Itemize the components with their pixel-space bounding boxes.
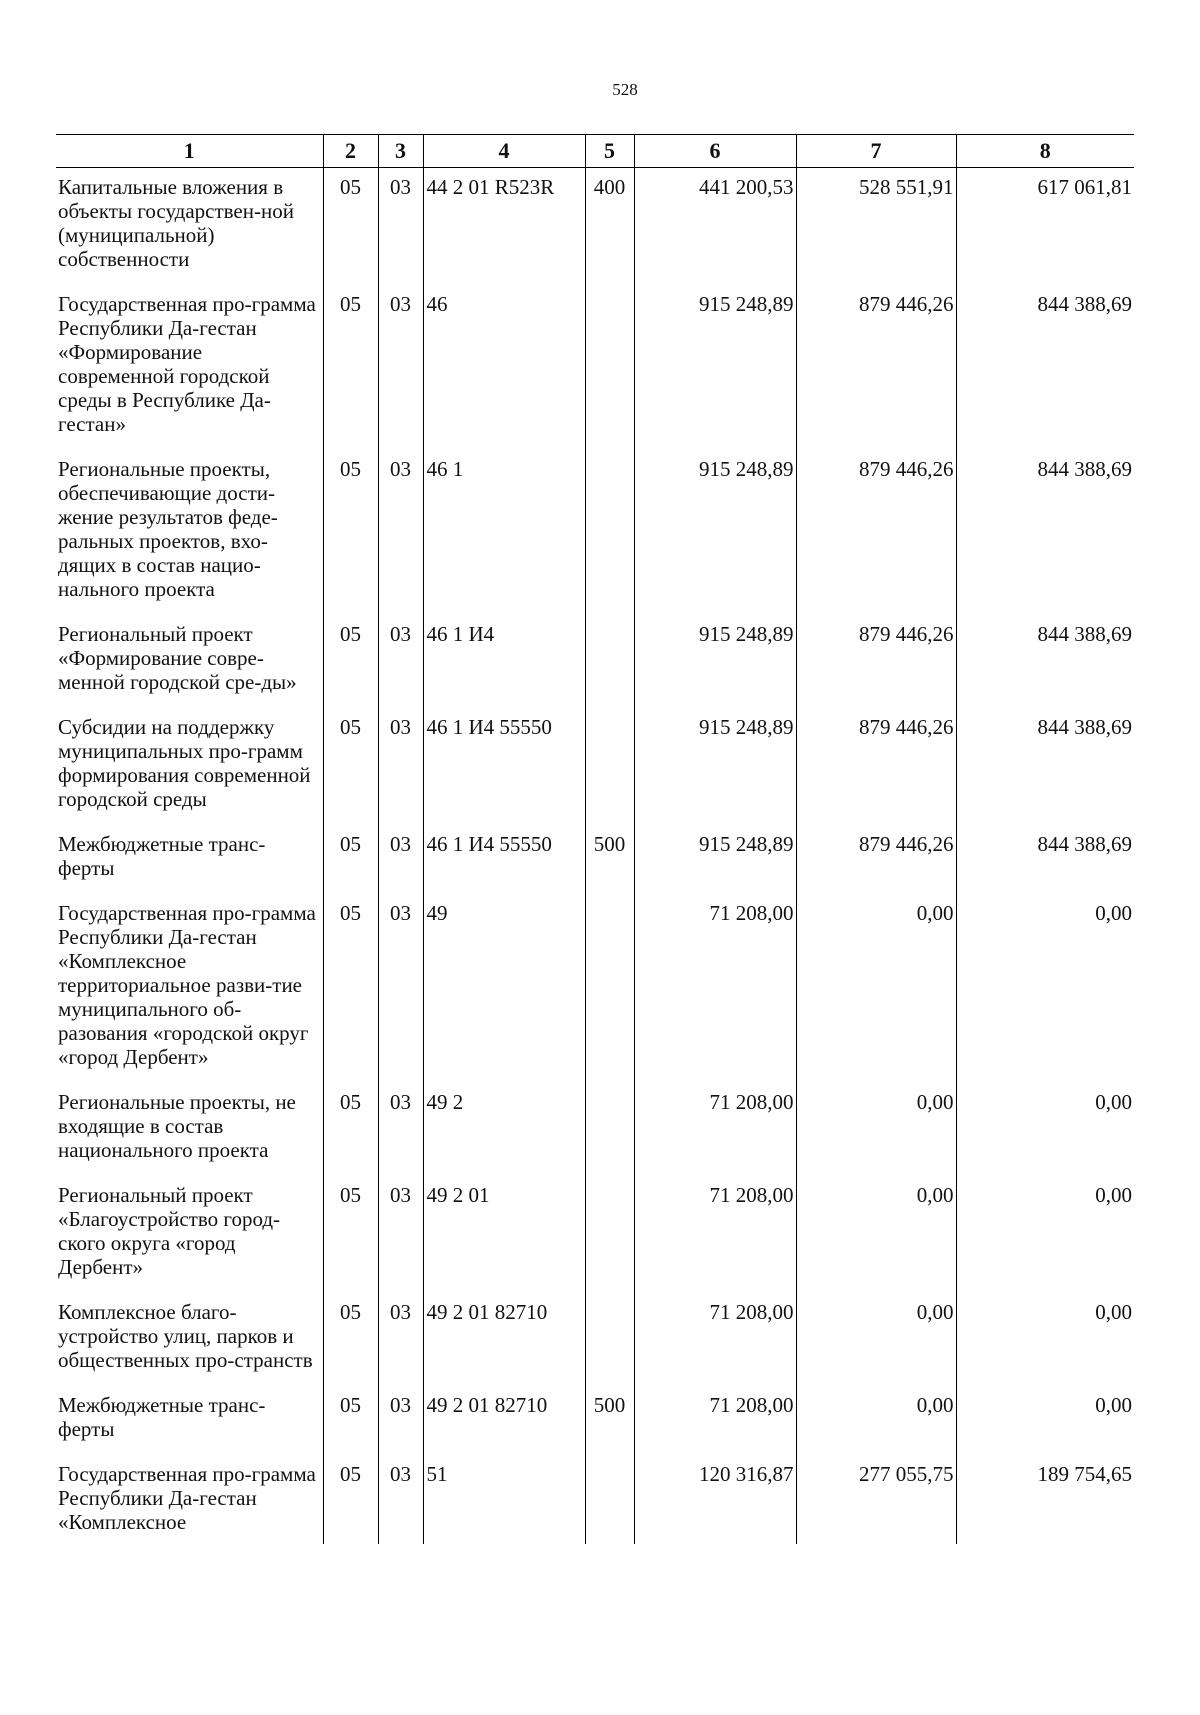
table-row [56, 825, 1134, 894]
row-amount-col6: 915 248,89 [634, 708, 796, 825]
column-header-5: 5 [585, 135, 634, 168]
row-name: Государственная про-грамма Республики Да-гестан «Комплексное [58, 1462, 316, 1534]
row-target-article: 49 2 [423, 1083, 585, 1176]
table-row [56, 615, 1134, 708]
row-amount-col8: 617 061,81 [956, 168, 1134, 286]
row-amount-col8: 844 388,69 [956, 708, 1134, 825]
row-section-code: 05 [323, 1455, 378, 1544]
row-target-article: 49 2 01 82710 [423, 1293, 585, 1386]
row-amount-col7: 879 446,26 [796, 615, 956, 708]
row-target-article: 46 1 И4 55550 [423, 708, 585, 825]
row-amount-col8: 844 388,69 [956, 615, 1134, 708]
column-header-7: 7 [796, 135, 956, 168]
table-row [56, 1293, 1134, 1386]
row-section-code: 05 [323, 708, 378, 825]
row-section-code: 05 [323, 285, 378, 450]
column-header-2: 2 [323, 135, 378, 168]
row-subsection-code: 03 [378, 285, 423, 450]
row-expense-type [585, 1176, 634, 1293]
row-subsection-code: 03 [378, 1083, 423, 1176]
row-section-code: 05 [323, 894, 378, 1083]
row-amount-col6: 915 248,89 [634, 450, 796, 615]
row-section-code: 05 [323, 168, 378, 286]
row-amount-col6: 71 208,00 [634, 1386, 796, 1455]
row-target-article: 49 2 01 82710 [423, 1386, 585, 1455]
row-amount-col7: 879 446,26 [796, 285, 956, 450]
row-expense-type: 400 [585, 168, 634, 286]
row-subsection-code: 03 [378, 894, 423, 1083]
row-expense-type: 500 [585, 1386, 634, 1455]
column-header-1: 1 [56, 135, 323, 168]
row-expense-type [585, 285, 634, 450]
row-target-article: 46 1 [423, 450, 585, 615]
row-name: Региональные проекты, обеспечивающие дости-жение результатов феде-ральных проектов, вхо-дящих в состав нацио-нального проекта [58, 457, 278, 601]
row-target-article: 49 2 01 [423, 1176, 585, 1293]
page-number: 528 [612, 80, 638, 99]
row-name: Капитальные вложения в объекты государствен-ной (муниципальной) собственности [58, 175, 294, 271]
table-header-row [56, 135, 1134, 168]
row-amount-col8: 0,00 [956, 894, 1134, 1083]
row-expense-type [585, 450, 634, 615]
table-row [56, 1176, 1134, 1293]
table-row [56, 1083, 1134, 1176]
row-amount-col7: 0,00 [796, 1083, 956, 1176]
row-section-code: 05 [323, 450, 378, 615]
row-target-article: 49 [423, 894, 585, 1083]
row-subsection-code: 03 [378, 825, 423, 894]
row-amount-col8: 844 388,69 [956, 450, 1134, 615]
row-expense-type [585, 1455, 634, 1544]
column-header-4: 4 [423, 135, 585, 168]
row-subsection-code: 03 [378, 1293, 423, 1386]
row-expense-type [585, 708, 634, 825]
column-header-8: 8 [956, 135, 1134, 168]
row-subsection-code: 03 [378, 168, 423, 286]
row-section-code: 05 [323, 825, 378, 894]
row-amount-col7: 879 446,26 [796, 450, 956, 615]
row-amount-col6: 915 248,89 [634, 615, 796, 708]
row-amount-col6: 915 248,89 [634, 285, 796, 450]
row-target-article: 46 [423, 285, 585, 450]
row-subsection-code: 03 [378, 708, 423, 825]
row-expense-type [585, 894, 634, 1083]
row-amount-col8: 0,00 [956, 1293, 1134, 1386]
row-amount-col7: 879 446,26 [796, 708, 956, 825]
row-amount-col6: 71 208,00 [634, 1083, 796, 1176]
row-target-article: 46 1 И4 [423, 615, 585, 708]
row-target-article: 51 [423, 1455, 585, 1544]
row-name: Государственная про-грамма Республики Да-гестан «Комплексное территориальное разви-тие муниципального об-разования «городской округ «город Дербент» [58, 901, 316, 1069]
row-amount-col6: 71 208,00 [634, 1176, 796, 1293]
row-amount-col7: 528 551,91 [796, 168, 956, 286]
table-row [56, 708, 1134, 825]
row-amount-col6: 915 248,89 [634, 825, 796, 894]
row-name: Комплексное благо-устройство улиц, парков и общественных про-странств [58, 1300, 313, 1372]
row-amount-col7: 277 055,75 [796, 1455, 956, 1544]
row-name: Государственная про-грамма Республики Да-гестан «Формирование современной городской среды в Республике Да-гестан» [58, 292, 316, 436]
row-amount-col6: 120 316,87 [634, 1455, 796, 1544]
row-amount-col8: 0,00 [956, 1083, 1134, 1176]
row-subsection-code: 03 [378, 450, 423, 615]
row-amount-col7: 0,00 [796, 894, 956, 1083]
row-section-code: 05 [323, 1293, 378, 1386]
row-name: Региональный проект «Благоустройство город-ского округа «город Дербент» [58, 1183, 281, 1279]
row-amount-col8: 844 388,69 [956, 285, 1134, 450]
row-subsection-code: 03 [378, 1386, 423, 1455]
row-subsection-code: 03 [378, 615, 423, 708]
row-amount-col7: 0,00 [796, 1386, 956, 1455]
row-section-code: 05 [323, 1386, 378, 1455]
row-subsection-code: 03 [378, 1455, 423, 1544]
table-row [56, 450, 1134, 615]
row-subsection-code: 03 [378, 1176, 423, 1293]
table-row [56, 1455, 1134, 1544]
row-name: Субсидии на поддержку муниципальных про-грамм формирования современной городской среды [58, 715, 311, 811]
row-amount-col6: 441 200,53 [634, 168, 796, 286]
table-row [56, 1386, 1134, 1455]
column-header-3: 3 [378, 135, 423, 168]
row-section-code: 05 [323, 615, 378, 708]
row-amount-col6: 71 208,00 [634, 894, 796, 1083]
row-expense-type: 500 [585, 825, 634, 894]
row-name: Региональный проект «Формирование совре-менной городской сре-ды» [58, 622, 297, 694]
row-name: Региональные проекты, не входящие в состав национального проекта [58, 1090, 296, 1162]
table-row [56, 168, 1134, 286]
table-row [56, 894, 1134, 1083]
row-amount-col7: 0,00 [796, 1293, 956, 1386]
row-amount-col8: 844 388,69 [956, 825, 1134, 894]
row-amount-col8: 0,00 [956, 1176, 1134, 1293]
budget-table [56, 134, 1134, 1544]
row-amount-col7: 0,00 [796, 1176, 956, 1293]
column-header-6: 6 [634, 135, 796, 168]
row-expense-type [585, 1083, 634, 1176]
row-expense-type [585, 1293, 634, 1386]
row-amount-col8: 0,00 [956, 1386, 1134, 1455]
row-amount-col6: 71 208,00 [634, 1293, 796, 1386]
row-section-code: 05 [323, 1083, 378, 1176]
row-name: Межбюджетные транс-ферты [58, 1393, 266, 1441]
row-expense-type [585, 615, 634, 708]
row-name: Межбюджетные транс-ферты [58, 832, 266, 880]
row-amount-col8: 189 754,65 [956, 1455, 1134, 1544]
table-row [56, 285, 1134, 450]
row-amount-col7: 879 446,26 [796, 825, 956, 894]
row-target-article: 46 1 И4 55550 [423, 825, 585, 894]
row-section-code: 05 [323, 1176, 378, 1293]
row-target-article: 44 2 01 R523R [423, 168, 585, 286]
